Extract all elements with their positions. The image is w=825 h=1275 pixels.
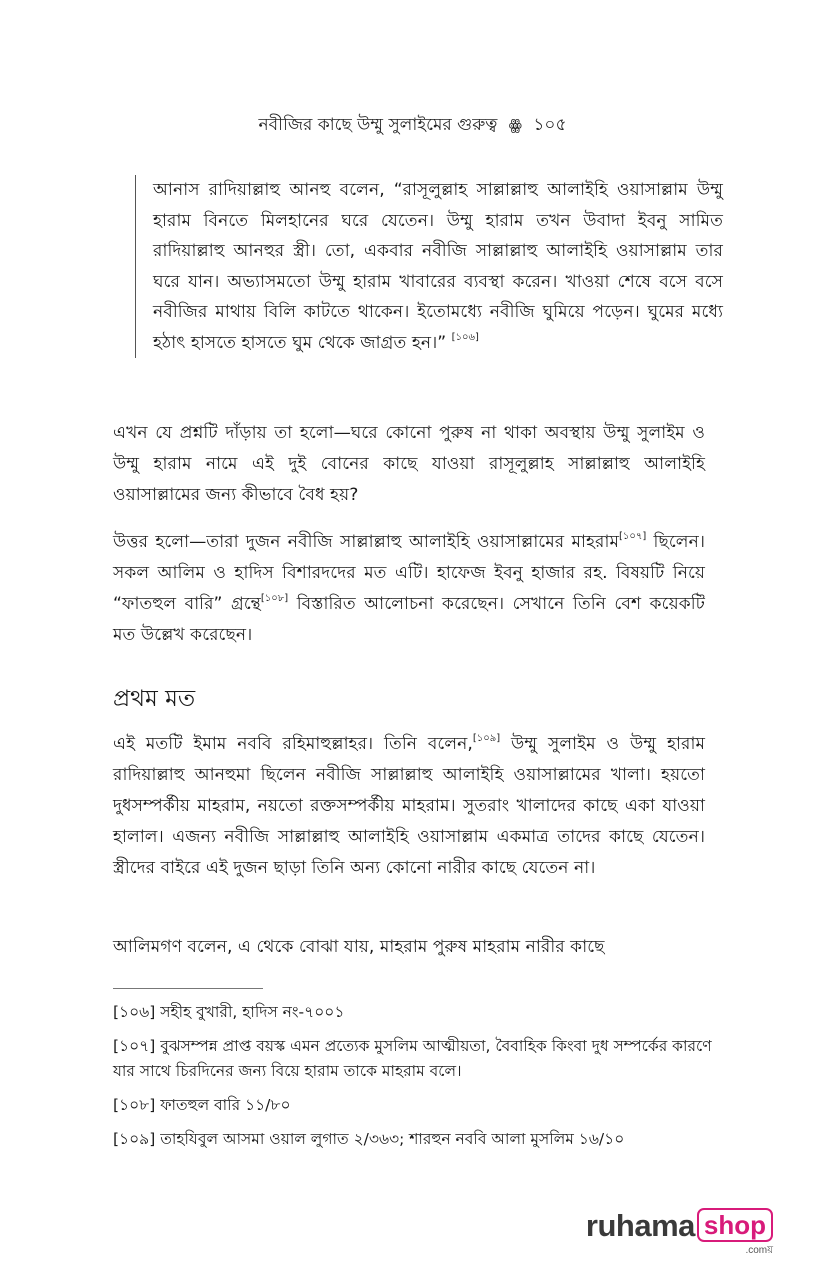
section-heading: প্রথম মত [113, 686, 196, 712]
paragraph-first-opinion [113, 729, 705, 884]
footnote-ref-106[interactable]: [১০৬] [451, 331, 479, 343]
paragraph-scholars-text: আলিমগণ বলেন, এ থেকে বোঝা যায়, মাহরাম পুরুষ মাহরাম নারীর কাছে [113, 937, 605, 957]
footnote-ref-108[interactable]: [১০৮] [260, 593, 289, 604]
paragraph-answer-part1: উত্তর হলো—তারা দুজন নবীজি সাল্লাল্লাহু আলাইহি ওয়াসাল্লামের মাহরাম [113, 532, 619, 552]
footnote-ref-107[interactable]: [১০৭] [619, 531, 647, 542]
paragraph-first-opinion-part2: উম্মু সুলাইম ও উম্মু হারাম রাদিয়াল্লাহু আনহুমা ছিলেন নবীজি সাল্লাল্লাহু আলাইহি ওয়াসাল্লামের খালা। হয়তো দুধসম্পর্কীয় মাহরাম, নয়তো রক্তসম্পর্কীয় মাহরাম। সুতরাং খালাদের কাছে একা যাওয়া হালাল। এজন্য নবীজি সাল্লাল্লাহু আলাইহি ওয়াসাল্লাম একমাত্র তাদের কাছে যেতেন। স্ত্রীদের বাইরে এই দুজন ছাড়া তিনি অন্য কোনো নারীর কাছে যেতেন না। [113, 734, 705, 878]
logo-shop-badge: shop [697, 1208, 773, 1242]
header-title: নবীজির কাছে উম্মু সুলাইমের গুরুত্ব [258, 115, 498, 135]
paragraph-first-opinion-part1: এই মতটি ইমাম নববি রহিমাহুল্লাহর। তিনি বলেন, [113, 734, 473, 754]
paragraph-scholars [113, 932, 705, 963]
logo-wordmark: ruhama [585, 1208, 695, 1243]
paragraph-answer [113, 527, 705, 651]
logo-domain: .comয় [745, 1245, 773, 1256]
paragraph-answer-part2: ছিলেন। সকল আলিম ও হাদিস বিশারদদের মত এটি। হাফেজ ইবনু হাজার রহ. বিষয়টি নিয়ে “ফাতহুল বারি” গ্রন্থে [113, 532, 705, 614]
footnotes [113, 1000, 713, 1161]
hadith-blockquote [135, 175, 723, 358]
footnote-108: [১০৮] ফাতহুল বারি ১১/৮০ [113, 1096, 291, 1114]
page-number: ১০৫ [533, 115, 567, 135]
paragraph-question-text: এখন যে প্রশ্নটি দাঁড়ায় তা হলো—ঘরে কোনো পুরুষ না থাকা অবস্থায় উম্মু সুলাইম ও উম্মু হারাম নামে এই দুই বোনের কাছে যাওয়া রাসূলুল্লাহ সাল্লাল্লাহু আলাইহি ওয়াসাল্লামের জন্য কীভাবে বৈধ হয়? [113, 423, 705, 505]
ornament-icon: ꙮ [508, 116, 522, 134]
running-header [0, 112, 825, 140]
logo-shop-box [697, 1208, 773, 1260]
footnote-ref-109[interactable]: [১০৯] [472, 733, 501, 744]
footnote-107: [১০৭] বুঝসম্পন্ন প্রাপ্ত বয়স্ক এমন প্রত্যেক মুসলিম আত্মীয়তা, বৈবাহিক কিংবা দুধ সম্পর্কের কারণে যার সাথে চিরদিনের জন্য বিয়ে হারাম তাকে মাহরাম বলে। [113, 1037, 712, 1080]
ruhamashop-logo [586, 1208, 773, 1260]
paragraph-answer-part3: বিস্তারিত আলোচনা করেছেন। সেখানে তিনি বেশ কয়েকটি মত উল্লেখ করেছেন। [113, 594, 705, 645]
quote-text: আনাস রাদিয়াল্লাহু আনহু বলেন, “রাসূলুল্লাহ সাল্লাল্লাহু আলাইহি ওয়াসাল্লাম উম্মু হারাম বিনতে মিলহানের ঘরে যেতেন। উম্মু হারাম তখন উবাদা ইবনু সামিত রাদিয়াল্লাহু আনহুর স্ত্রী। তো, একবার নবীজি সাল্লাল্লাহু আলাইহি ওয়াসাল্লাম তার ঘরে যান। অভ্যাসমতো উম্মু হারাম খাবারের ব্যবস্থা করেন। খাওয়া শেষে বসে বসে নবীজির মাথায় বিলি কাটতে থাকেন। ইতোমধ্যে নবীজি ঘুমিয়ে পড়েন। ঘুমের মধ্যে হঠাৎ হাসতে হাসতে ঘুম থেকে জাগ্রত হন।” [153, 180, 723, 353]
footnote-109: [১০৯] তাহযিবুল আসমা ওয়াল লুগাত ২/৩৬৩; শারহুন নববি আলা মুসলিম ১৬/১০ [113, 1130, 625, 1148]
footnote-divider [113, 988, 263, 989]
paragraph-question [113, 418, 705, 511]
footnote-106: [১০৬] সহীহ বুখারী, হাদিস নং-৭০০১ [113, 1003, 345, 1021]
